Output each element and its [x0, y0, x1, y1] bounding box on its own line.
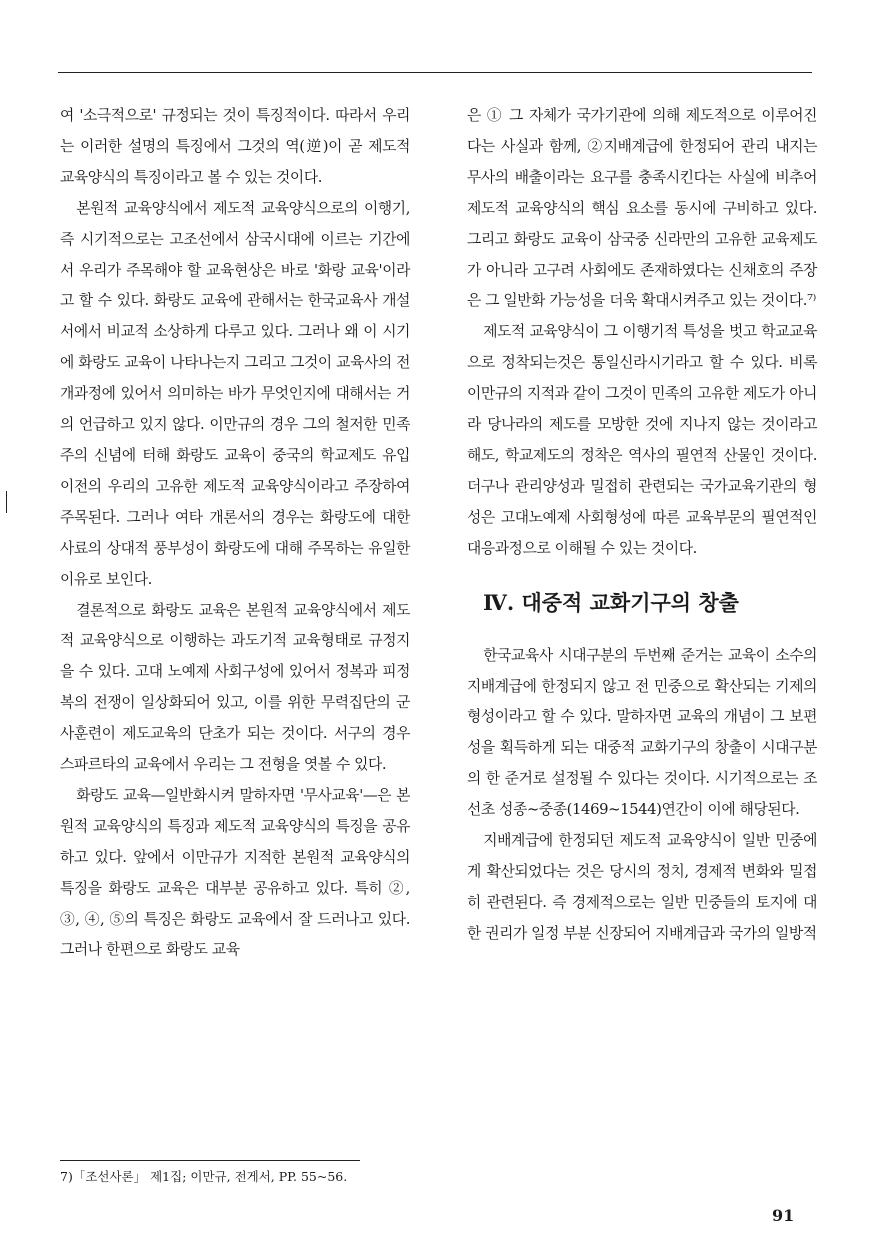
right-column: [467, 101, 817, 950]
top-rule: [58, 72, 812, 73]
paragraph: 여 '소극적으로' 규정되는 것이 특징적이다. 따라서 우리는 이러한 설명의 특징에서 그것의 역(逆)이 곧 제도적 교육양식의 특징이라고 볼 수 있는 것이다.: [60, 107, 410, 186]
left-column: [60, 101, 410, 966]
section-heading: Ⅳ. 대중적 교화기구의 창출: [483, 589, 739, 615]
paragraph: 지배계급에 한정되던 제도적 교육양식이 일반 민중에게 확산되었다는 것은 당시의 정치, 경제적 변화와 밀접히 관련된다. 즉 경제적으로는 일반 민중들의 토지에 대한 권리가 일정 부분 신장되어 지배계급과 국가의 일방적: [467, 832, 817, 942]
paragraph: 화랑도 교육—일반화시켜 말하자면 '무사교육'—은 본원적 교육양식의 특징과 제도적 교육양식의 특징을 공유하고 있다. 앞에서 이만규가 지적한 본원적 교육양식의 특징을 화랑도 교육은 대부분 공유하고 있다. 특히 ②, ③, ④, ⑤의 특징은 화랑도 교육에서 잘 드러나고 있다. 그러나 한편으로 화랑도 교육: [60, 786, 410, 959]
footnote: 7)「조선사론」 제1집; 이만규, 전게서, PP. 55~56.: [60, 1169, 348, 1184]
page-number: 91: [772, 1206, 795, 1225]
paragraph: 은 ① 그 자체가 국가기관에 의해 제도적으로 이루어진다는 사실과 함께, ②지배계급에 한정되어 관리 내지는 무사의 배출이라는 요구를 충족시킨다는 사실에 비추어 제도적 교육양식의 핵심 요소를 동시에 구비하고 있다. 그리고 화랑도 교육이 삼국중 신라만의 고유한 교육제도가 아니라 고구려 사회에도 존재하였다는 신채호의 주장은 그 일반화 가능성을 더욱 확대시켜주고 있는 것이다.⁷⁾: [467, 107, 817, 310]
paragraph: 제도적 교육양식이 그 이행기적 특성을 벗고 학교교육으로 정착되는것은 통일신라시기라고 할 수 있다. 비록 이만규의 지적과 같이 그것이 민족의 고유한 제도가 아니라 당나라의 제도를 모방한 것에 지나지 않는 것이라고 해도, 학교제도의 정착은 역사의 필연적 산물인 것이다. 더구나 관리양성과 밀접히 관련되는 국가교육기관의 형성은 고대노예제 사회형성에 따른 교육부문의 필연적인 대응과정으로 이해될 수 있는 것이다.: [467, 323, 817, 557]
margin-mark: [6, 491, 7, 513]
paragraph: 결론적으로 화랑도 교육은 본원적 교육양식에서 제도적 교육양식으로 이행하는 과도기적 교육형태로 규정지을 수 있다. 고대 노예제 사회구성에 있어서 정복과 피정복의 전쟁이 일상화되어 있고, 이를 위한 무력집단의 군사훈련이 제도교육의 단초가 되는 것이다. 서구의 경우 스파르타의 교육에서 우리는 그 전형을 엿볼 수 있다.: [60, 601, 410, 774]
paragraph: 한국교육사 시대구분의 두번째 준거는 교육이 소수의 지배계급에 한정되지 않고 전 민중으로 확산되는 기제의 형성이라고 할 수 있다. 말하자면 교육의 개념이 그 보편성을 획득하게 되는 대중적 교화기구의 창출이 시대구분의 한 준거로 설정될 수 있다는 것이다. 시기적으로는 조선초 성종~중종(1469~1544)연간이 이에 해당된다.: [467, 646, 817, 819]
paragraph: 본원적 교육양식에서 제도적 교육양식으로의 이행기, 즉 시기적으로는 고조선에서 삼국시대에 이르는 기간에서 우리가 주목해야 할 교육현상은 바로 '화랑 교육'이라고 할 수 있다. 화랑도 교육에 관해서는 한국교육사 개설서에서 비교적 소상하게 다루고 있다. 그러나 왜 이 시기에 화랑도 교육이 나타나는지 그리고 그것이 교육사의 전개과정에 있어서 의미하는 바가 무엇인지에 대해서는 거의 언급하고 있지 않다. 이만규의 경우 그의 철저한 민족주의 신념에 터해 화랑도 교육이 중국의 학교제도 유입 이전의 우리의 고유한 제도적 교육양식이라고 주장하여 주목된다. 그러나 여타 개론서의 경우는 화랑도에 대한 사료의 상대적 풍부성이 화랑도에 대해 주목하는 유일한 이유로 보인다.: [60, 199, 410, 588]
footnote-rule: [60, 1160, 360, 1161]
